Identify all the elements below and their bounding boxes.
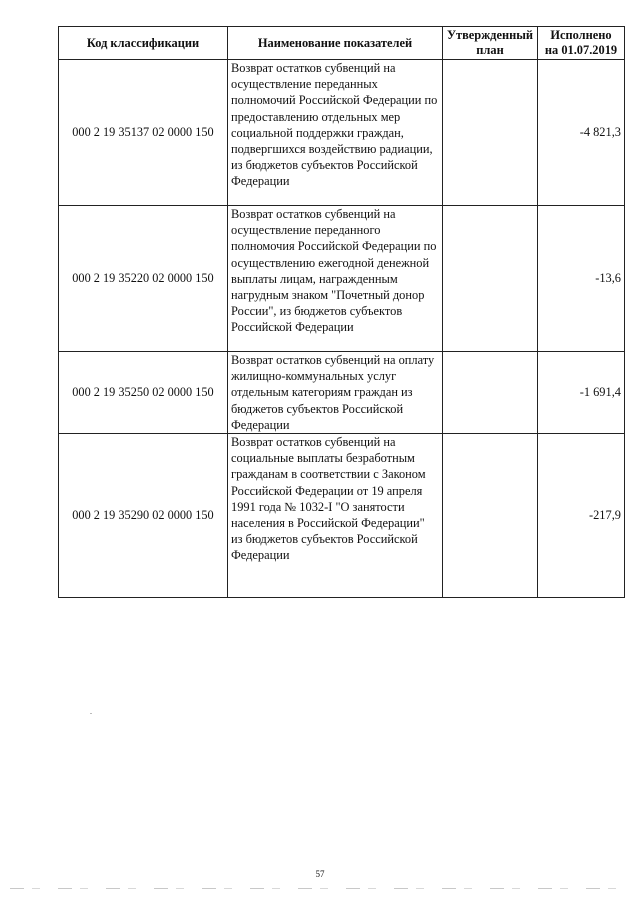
- header-name: Наименование показателей: [228, 27, 443, 60]
- indicator-name: Возврат остатков субвенций на социальные выплаты безработным гражданам в соответствии с Законом Российской Федерации от 19 апреля 1991 года № 1032-I "О занятости населения в Российской Федерации" из бюджетов субъектов Российской Федерации: [228, 434, 443, 598]
- table-row: [59, 60, 625, 206]
- approved-plan-value: [443, 206, 538, 352]
- classification-code: 000 2 19 35290 02 0000 150: [59, 434, 228, 598]
- table-row: [59, 434, 625, 598]
- table-header-row: [59, 27, 625, 60]
- header-executed-line1: Исполнено: [550, 28, 612, 42]
- header-plan-line2: план: [476, 43, 504, 57]
- header-executed-line2: на 01.07.2019: [544, 43, 618, 57]
- classification-code: 000 2 19 35220 02 0000 150: [59, 206, 228, 352]
- executed-value: -217,9: [538, 434, 625, 598]
- scan-artifact-line: [10, 888, 630, 889]
- table-row: [59, 352, 625, 434]
- approved-plan-value: [443, 434, 538, 598]
- executed-value: -1 691,4: [538, 352, 625, 434]
- executed-value: -4 821,3: [538, 60, 625, 206]
- page-number: 57: [315, 869, 325, 879]
- indicator-name: Возврат остатков субвенций на оплату жилищно-коммунальных услуг отдельным категориям граждан из бюджетов субъектов Российской Федерации: [228, 352, 443, 434]
- header-plan-line1: Утвержденный: [446, 28, 534, 42]
- indicator-name: Возврат остатков субвенций на осуществление переданного полномочия Российской Федерации по осуществлению ежегодной денежной выплаты лицам, награжденным нагрудным знаком "Почетный донор России", из бюджетов субъектов Российской Федерации: [228, 206, 443, 352]
- executed-value: -13,6: [538, 206, 625, 352]
- indicator-name: Возврат остатков субвенций на осуществление переданных полномочий Российской Федерации по предоставлению отдельных мер социальной поддержки граждан, подвергшихся воздействию радиации, из бюджетов субъектов Российской Федерации: [228, 60, 443, 206]
- budget-table: [58, 26, 625, 598]
- header-executed: [538, 27, 625, 60]
- header-code: Код классификации: [59, 27, 228, 60]
- approved-plan-value: [443, 60, 538, 206]
- scan-speck: [90, 713, 92, 714]
- classification-code: 000 2 19 35137 02 0000 150: [59, 60, 228, 206]
- classification-code: 000 2 19 35250 02 0000 150: [59, 352, 228, 434]
- header-plan: [443, 27, 538, 60]
- approved-plan-value: [443, 352, 538, 434]
- table-row: [59, 206, 625, 352]
